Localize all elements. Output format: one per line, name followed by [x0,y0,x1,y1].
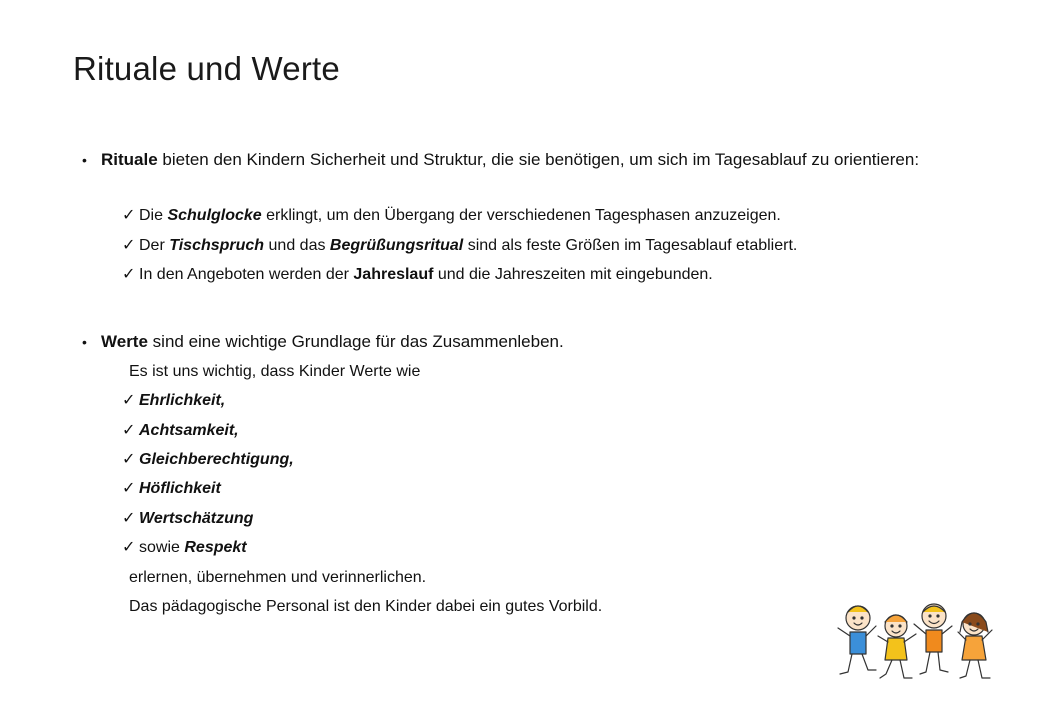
rituale-item [122,264,713,286]
slide-title: Rituale und Werte [73,50,340,87]
checkmark-icon: ✓ [122,266,136,283]
rituale-item-emph: Jahreslauf [353,266,434,283]
rituale-bullet [82,148,961,172]
werte-lead-bold: Werte [101,332,148,351]
checkmark-icon: ✓ [122,392,136,409]
rituale-item [122,205,781,227]
rituale-item-text: In den Angeboten werden der [139,266,354,283]
bullet-icon: • [82,334,87,350]
rituale-lead-text: bieten den Kindern Sicherheit und Struktur, die sie benötigen, um sich im Tagesablauf zu orientieren: [157,150,920,169]
checkmark-icon: ✓ [122,451,136,468]
rituale-item-emph: Begrüßungsritual [329,237,464,254]
checkmark-icon: ✓ [122,207,136,224]
rituale-item-text: und das [264,237,330,254]
rituale-item-text: Der [139,237,170,254]
werte-value [122,537,247,559]
rituale-item-text: und die Jahreszeiten mit eingebunden. [433,266,713,283]
werte-value [122,390,225,412]
werte-value-emph: Ehrlichkeit, [139,392,226,409]
rituale-item-emph: Schulglocke [167,207,262,224]
children-jumping-illustration [832,598,1000,692]
werte-value [122,478,221,500]
werte-intro: Es ist uns wichtig, dass Kinder Werte wie [129,363,421,380]
rituale-item-text: Die [139,207,168,224]
werte-outro-2: Das pädagogische Personal ist den Kinder dabei ein gutes Vorbild. [129,598,603,615]
rituale-item [122,235,797,257]
werte-value-emph: Respekt [184,539,247,556]
werte-bullet [82,330,961,354]
checkmark-icon: ✓ [122,539,136,556]
rituale-item-text: erklingt, um den Übergang der verschiedenen Tagesphasen anzuzeigen. [261,207,781,224]
werte-lead-text: sind eine wichtige Grundlage für das Zusammenleben. [147,332,564,351]
werte-value-text: sowie [139,539,185,556]
checkmark-icon: ✓ [122,510,136,527]
werte-outro-1: erlernen, übernehmen und verinnerlichen. [129,569,427,586]
werte-value-emph: Achtsamkeit, [139,422,239,439]
rituale-lead-bold: Rituale [101,150,158,169]
rituale-item-text: sind als feste Größen im Tagesablauf etabliert. [463,237,798,254]
bullet-icon: • [82,152,87,168]
checkmark-icon: ✓ [122,237,136,254]
werte-value-emph: Höflichkeit [139,480,221,497]
werte-value [122,420,239,442]
werte-value [122,508,253,530]
werte-value [122,449,294,471]
checkmark-icon: ✓ [122,422,136,439]
werte-value-emph: Gleichberechtigung, [139,451,294,468]
werte-value-emph: Wertschätzung [139,510,254,527]
rituale-item-emph: Tischspruch [169,237,265,254]
checkmark-icon: ✓ [122,480,136,497]
